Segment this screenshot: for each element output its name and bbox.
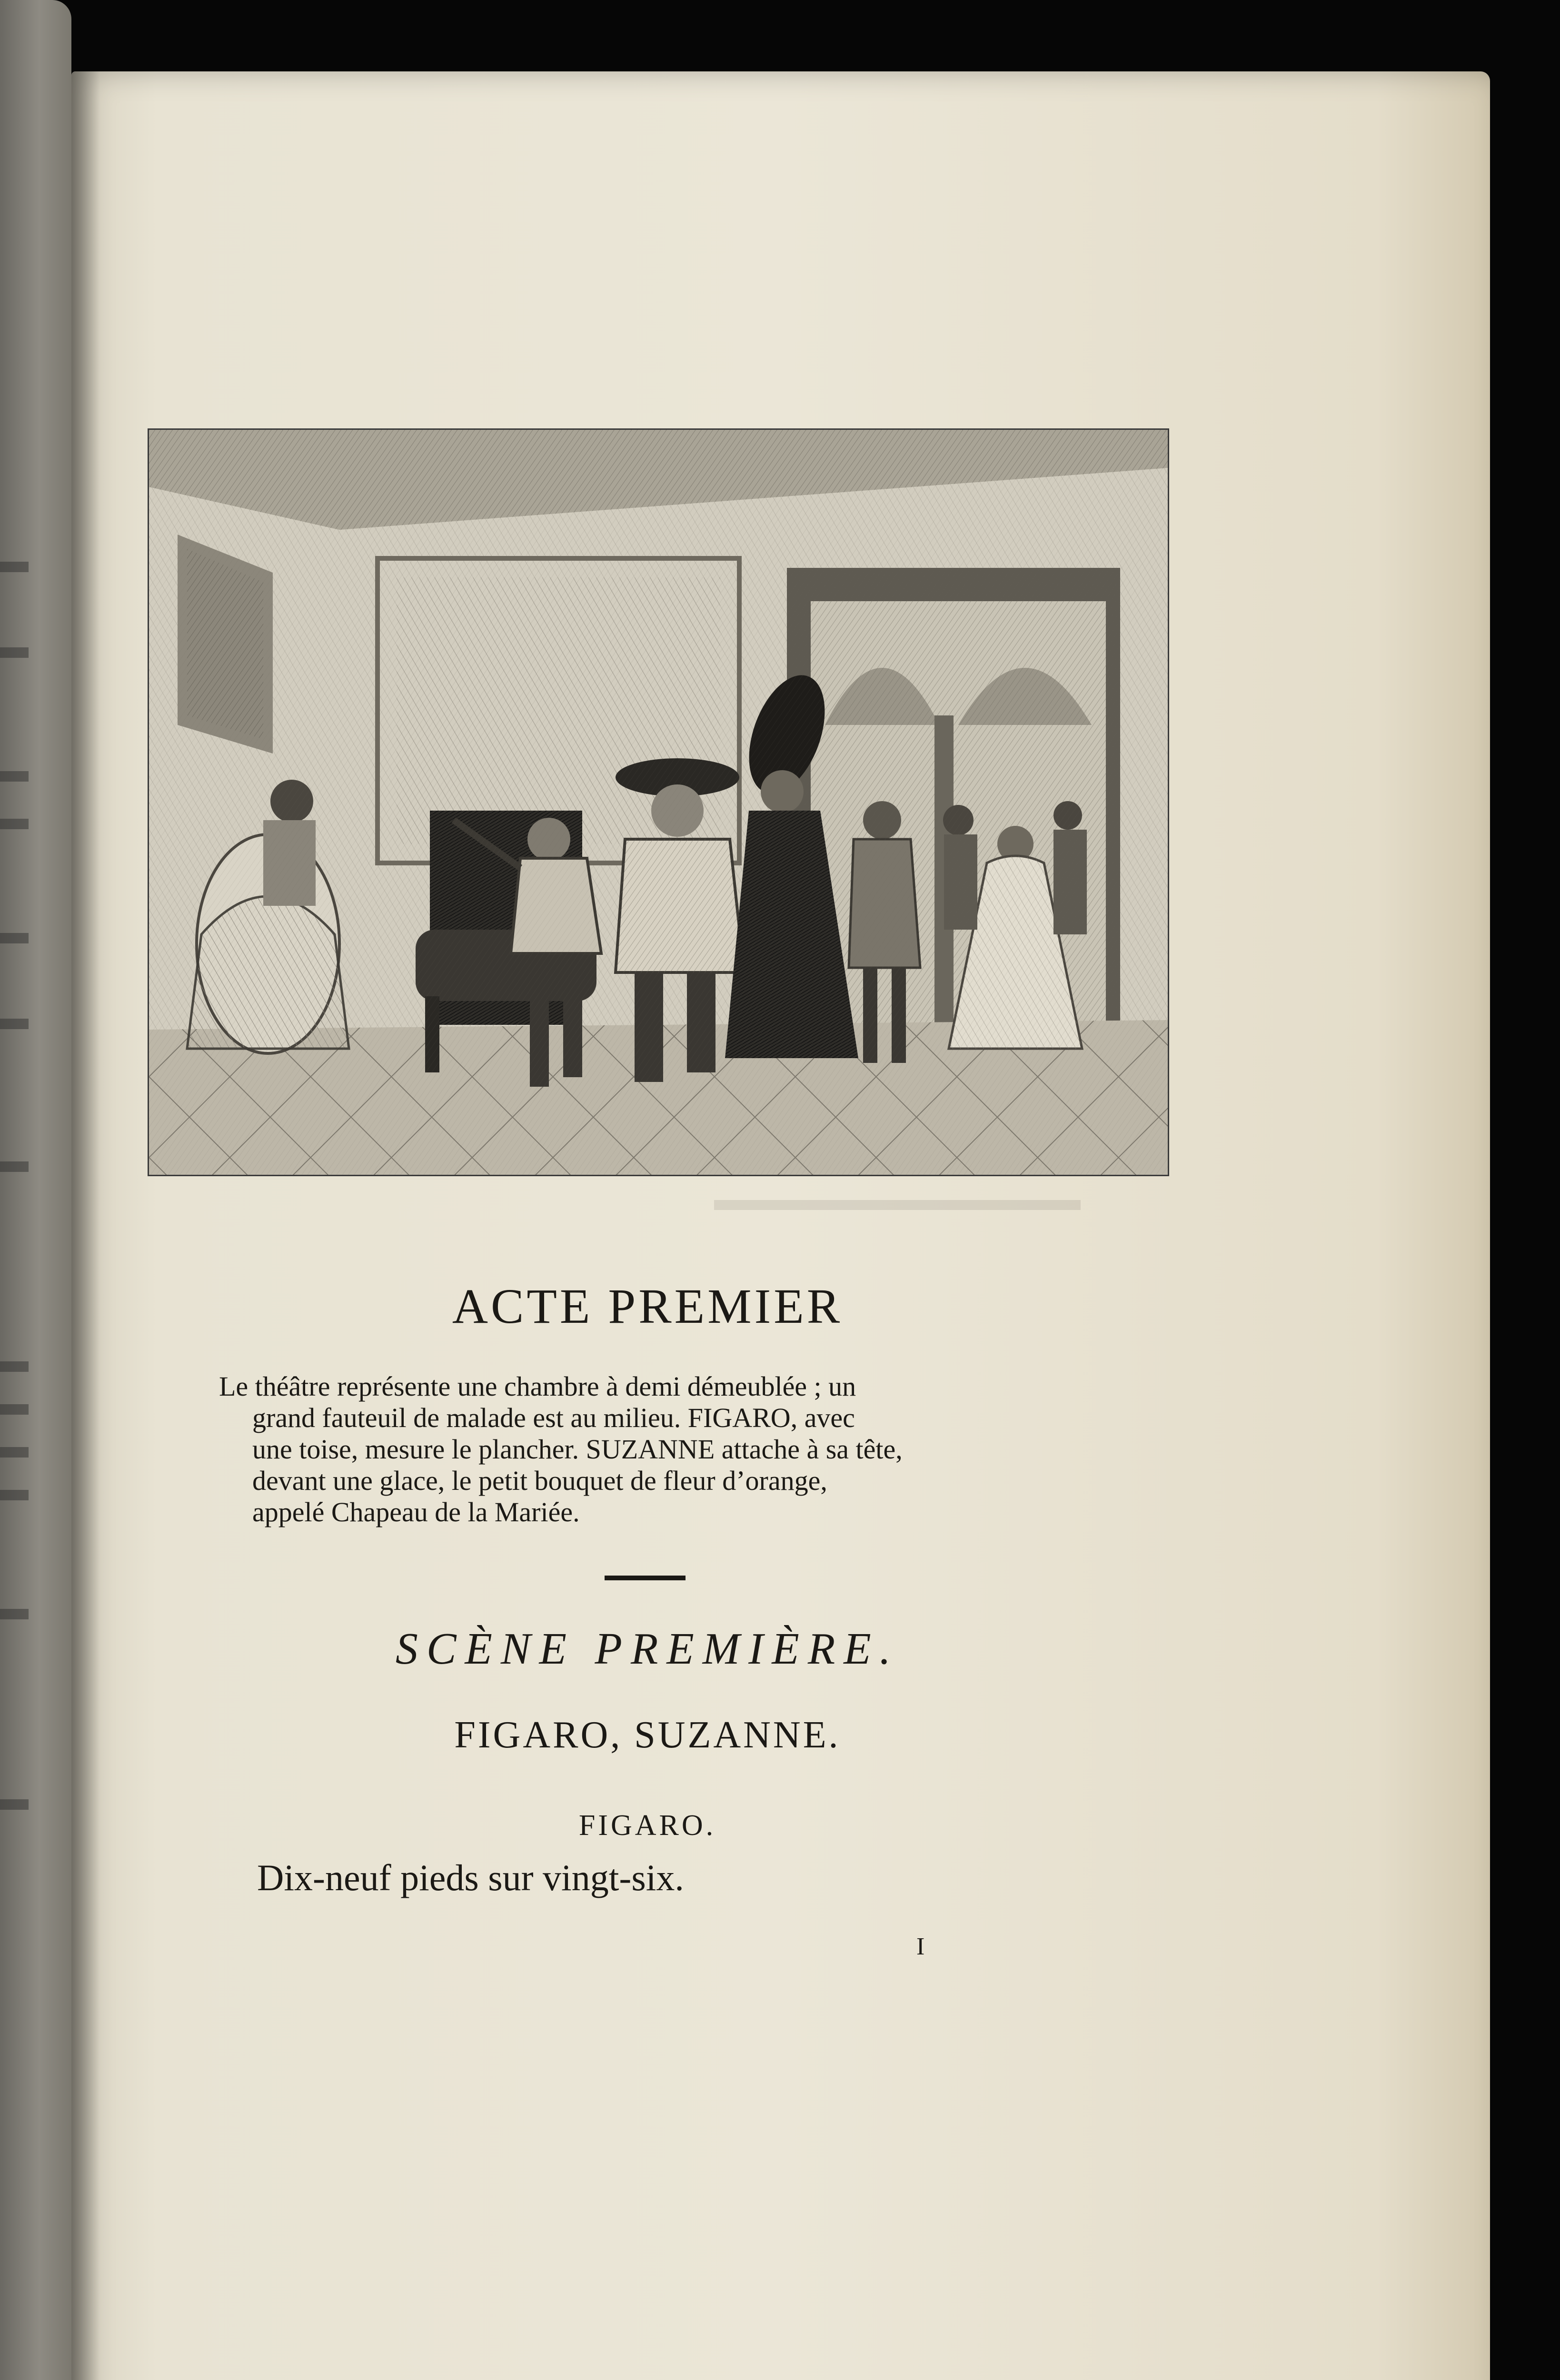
stage-direction-line: grand fauteuil de malade est au milieu. FIGARO, avec	[252, 1402, 855, 1433]
signature-mark: I	[916, 1933, 925, 1960]
book-page	[71, 71, 1490, 2380]
scene-title: SCÈNE PREMIÈRE.	[395, 1624, 900, 1674]
stage-direction-line: appelé Chapeau de la Mariée.	[252, 1497, 580, 1527]
section-divider	[605, 1576, 686, 1580]
engraving-illustration-icon	[149, 430, 1168, 1175]
engraving-illustration	[148, 428, 1169, 1176]
stage-direction-line: devant une glace, le petit bouquet de fleur d’orange,	[252, 1465, 827, 1496]
speaker-name: FIGARO.	[578, 1809, 716, 1842]
stage-direction-line: une toise, mesure le plancher. SUZANNE attache à sa tête,	[252, 1434, 903, 1465]
spine-shadow	[71, 71, 100, 2380]
act-title: ACTE PREMIER	[452, 1279, 843, 1334]
stage-direction	[219, 1371, 1076, 1528]
stage-direction-line: Le théâtre représente une chambre à demi démeublée ; un	[219, 1371, 856, 1402]
facing-page-edge	[0, 0, 71, 2380]
dialogue-line: Dix-neuf pieds sur vingt-six.	[257, 1857, 684, 1898]
show-through: ▬▬▬▬▬▬▬▬▬▬▬	[714, 1181, 1081, 1218]
scene-characters: FIGARO, SUZANNE.	[454, 1714, 841, 1756]
